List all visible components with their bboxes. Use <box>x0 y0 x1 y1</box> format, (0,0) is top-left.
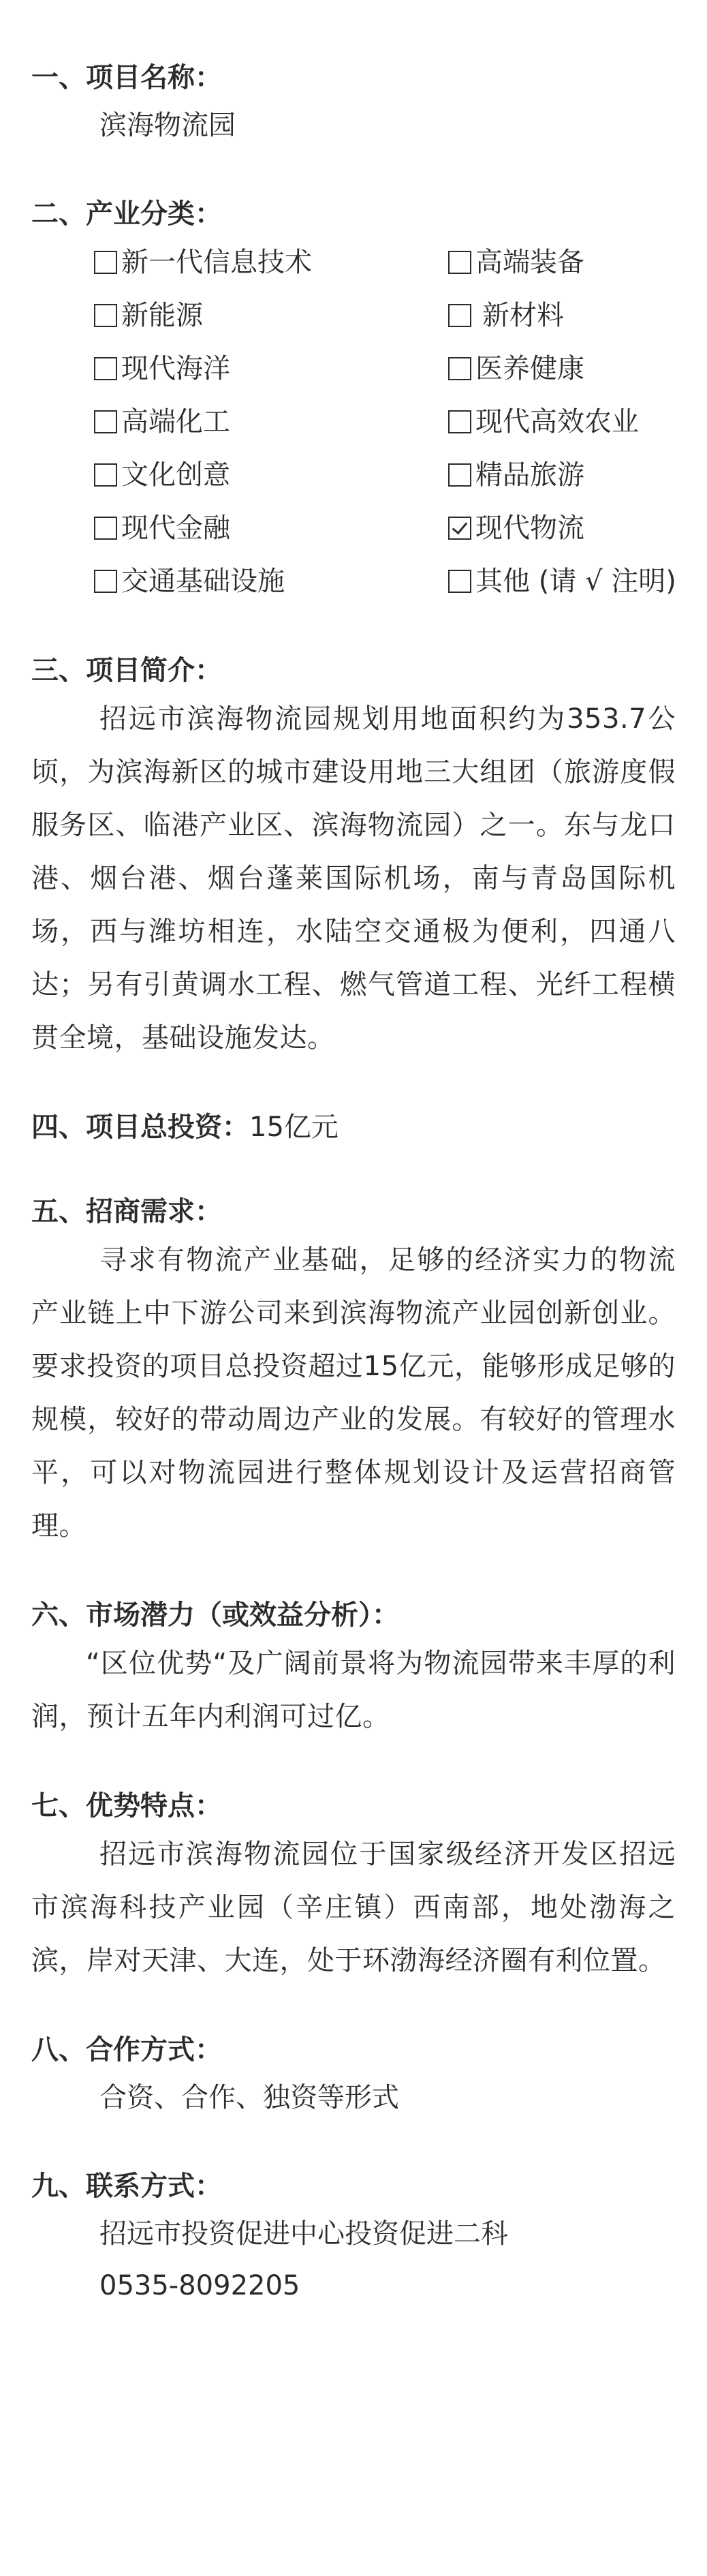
industry-category-grid <box>31 236 676 608</box>
category-label: 精品旅游 <box>475 459 584 491</box>
category-item-right-5 <box>448 502 707 555</box>
checked-checkbox-icon <box>448 517 471 540</box>
category-item-right-1 <box>448 289 707 342</box>
section-1-heading: 一、项目名称： <box>31 62 222 93</box>
category-item-left-2 <box>94 342 448 395</box>
checkbox-icon <box>94 357 117 380</box>
section-4-label: 四、项目总投资： <box>31 1111 249 1143</box>
category-label: 高端化工 <box>121 406 230 438</box>
category-item-left-0 <box>94 236 448 289</box>
checkbox-icon <box>94 410 117 433</box>
section-5-heading: 五、招商需求： <box>31 1196 222 1227</box>
cooperation-mode-value: 合资、合作、独资等形式 <box>99 2082 399 2113</box>
advantages-text: 招远市滨海物流园位于国家级经济开发区招远市滨海科技产业园（辛庄镇）西南部，地处渤海之滨，岸对天津、大连，处于环渤海经济圈有利位置。 <box>31 1839 676 1976</box>
checkbox-icon <box>94 463 117 487</box>
category-item-right-0 <box>448 236 707 289</box>
category-label: 新一代信息技术 <box>121 247 312 278</box>
checkbox-icon <box>94 251 117 274</box>
checkbox-icon <box>448 357 471 380</box>
contact-organization: 招远市投资促进中心投资促进二科 <box>99 2218 508 2250</box>
category-label: 新材料 <box>482 300 564 331</box>
checkbox-icon <box>448 304 471 327</box>
checkbox-icon <box>94 570 117 593</box>
checkbox-icon <box>448 463 471 487</box>
category-item-right-2 <box>448 342 707 395</box>
category-item-left-6 <box>94 555 448 608</box>
checkbox-icon <box>448 251 471 274</box>
checkbox-icon <box>448 570 471 593</box>
section-3-heading: 三、项目简介： <box>31 655 222 686</box>
section-8-heading: 八、合作方式： <box>31 2034 222 2066</box>
category-label: 文化创意 <box>121 459 230 491</box>
checkbox-icon <box>94 304 117 327</box>
category-label: 新能源 <box>121 300 203 331</box>
investment-demand-text: 寻求有物流产业基础，足够的经济实力的物流产业链上中下游公司来到滨海物流产业园创新创业。要求投资的项目总投资超过15亿元，能够形成足够的规模，较好的带动周边产业的发展。有较好的管理水平，可以对物流园进行整体规划设计及运营招商管理。 <box>31 1244 676 1542</box>
market-potential-text: “区位优势“及广阔前景将为物流园带来丰厚的利润，预计五年内利润可过亿。 <box>31 1648 676 1732</box>
checkbox-icon <box>94 517 117 540</box>
total-investment-value: 15亿元 <box>249 1111 339 1143</box>
category-item-right-3 <box>448 395 707 448</box>
section-2-heading: 二、产业分类： <box>31 198 222 230</box>
category-item-left-4 <box>94 448 448 502</box>
category-label: 交通基础设施 <box>121 566 285 597</box>
category-label: 现代金融 <box>121 512 230 544</box>
section-6-heading: 六、市场潜力（或效益分析）： <box>31 1599 399 1631</box>
contact-phone: 0535-8092205 <box>99 2270 300 2301</box>
category-item-right-6 <box>448 555 707 608</box>
category-label: 医养健康 <box>475 353 584 384</box>
project-intro-text: 招远市滨海物流园规划用地面积约为353.7公顷，为滨海新区的城市建设用地三大组团（旅游度假服务区、临港产业区、滨海物流园）之一。东与龙口港、烟台港、烟台蓬莱国际机场，南与青岛国际机场，西与潍坊相连，水陆空交通极为便利，四通八达；另有引黄调水工程、燃气管道工程、光纤工程横贯全境，基础设施发达。 <box>31 703 676 1054</box>
category-item-left-3 <box>94 395 448 448</box>
section-9-heading: 九、联系方式： <box>31 2171 222 2202</box>
category-label: 其他 (请 √ 注明) <box>475 566 676 597</box>
category-item-right-4 <box>448 448 707 502</box>
project-name-value: 滨海物流园 <box>99 110 236 141</box>
category-label: 现代高效农业 <box>475 406 639 438</box>
section-4-heading <box>31 1105 676 1149</box>
category-item-left-5 <box>94 502 448 555</box>
category-label: 高端装备 <box>475 247 584 278</box>
category-label: 现代海洋 <box>121 353 230 384</box>
category-label: 现代物流 <box>475 512 584 544</box>
section-7-heading: 七、优势特点： <box>31 1790 222 1822</box>
category-item-left-1 <box>94 289 448 342</box>
checkbox-icon <box>448 410 471 433</box>
